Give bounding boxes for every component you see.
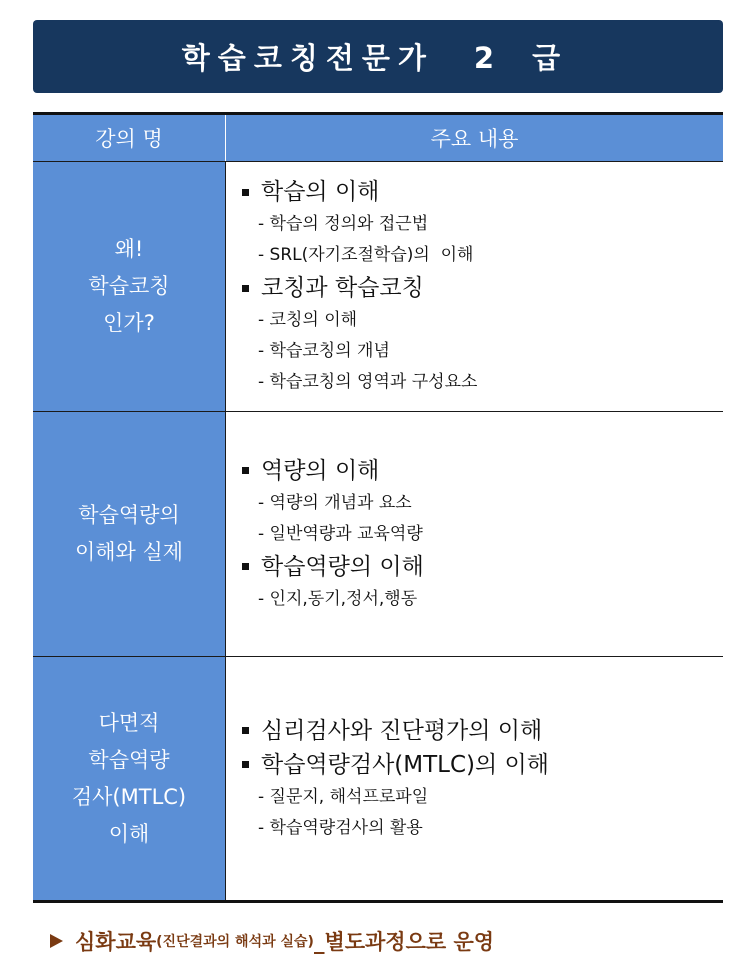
footer-part-3: _별도과정으로 운영	[313, 930, 495, 954]
content-bullet	[242, 550, 723, 584]
square-bullet-icon	[242, 285, 249, 292]
bullet-text: 역량의 이해	[261, 457, 380, 484]
table-bottom-rule	[33, 900, 723, 903]
bullet-text: 학습역량의 이해	[261, 553, 424, 580]
table-row	[33, 657, 723, 901]
content-subitem: - 학습코칭의 영역과 구성요소	[258, 372, 478, 392]
lecture-content-cell	[226, 162, 724, 412]
content-bullet	[242, 175, 723, 209]
square-bullet-icon	[242, 189, 249, 196]
banner-level: 2 급	[473, 41, 575, 75]
lecture-content-cell	[226, 657, 724, 901]
content-subitem: - 학습의 정의와 접근법	[258, 214, 429, 234]
content-subitem: - 코칭의 이해	[258, 310, 358, 330]
lecture-title-cell	[33, 162, 226, 412]
bullet-text: 심리검사와 진단평가의 이해	[261, 717, 543, 744]
lecture-content-cell	[226, 412, 724, 657]
table-row	[33, 162, 723, 412]
content-bullet	[242, 454, 723, 488]
content-subitem: - 일반역량과 교육역량	[258, 523, 423, 544]
lecture-title-line: 다면적	[98, 710, 160, 735]
content-subitem: - 질문지, 해석프로파일	[258, 786, 429, 807]
footer-part-1: 심화교육	[75, 930, 157, 954]
bullet-text: 학습의 이해	[261, 179, 380, 205]
content-subitem: - 학습역량검사의 활용	[258, 817, 423, 838]
table-header-row	[33, 115, 723, 162]
curriculum-table	[33, 115, 723, 900]
lecture-title-line: 이해	[108, 821, 150, 846]
square-bullet-icon	[242, 563, 249, 570]
lecture-title-line: 검사(MTLC)	[71, 784, 187, 809]
content-subitem: - 역량의 개념과 요소	[258, 492, 412, 513]
bullet-text: 학습역량검사(MTLC)의 이해	[261, 751, 549, 778]
header-main-content: 주요 내용	[226, 115, 724, 162]
banner-title: 학습코칭전문가	[181, 41, 434, 75]
lecture-title-line: 왜!	[114, 237, 144, 261]
bullet-text: 코칭과 학습코칭	[261, 275, 424, 301]
table-row	[33, 412, 723, 657]
content-bullet	[242, 714, 723, 748]
footer-note	[50, 926, 494, 956]
content-bullet	[242, 748, 723, 782]
lecture-title-line: 학습역량의	[78, 503, 180, 527]
lecture-title-cell	[33, 412, 226, 657]
square-bullet-icon	[242, 467, 249, 474]
lecture-title-line: 인가?	[103, 311, 155, 335]
content-subitem: - 학습코칭의 개념	[258, 341, 390, 361]
triangle-right-icon	[50, 934, 63, 948]
lecture-title-line: 이해와 실제	[74, 540, 184, 564]
header-lecture-name: 강의 명	[33, 115, 226, 162]
lecture-title-cell	[33, 657, 226, 901]
lecture-title-line: 학습코칭	[88, 274, 170, 298]
content-bullet	[242, 271, 723, 305]
square-bullet-icon	[242, 761, 249, 768]
content-subitem: - SRL(자기조절학습)의 이해	[258, 245, 474, 265]
square-bullet-icon	[242, 727, 249, 734]
content-subitem: - 인지,동기,정서,행동	[258, 588, 418, 609]
footer-part-2: (진단결과의 해석과 실습)	[156, 934, 314, 950]
title-banner	[33, 20, 723, 93]
lecture-title-line: 학습역량	[88, 747, 170, 772]
